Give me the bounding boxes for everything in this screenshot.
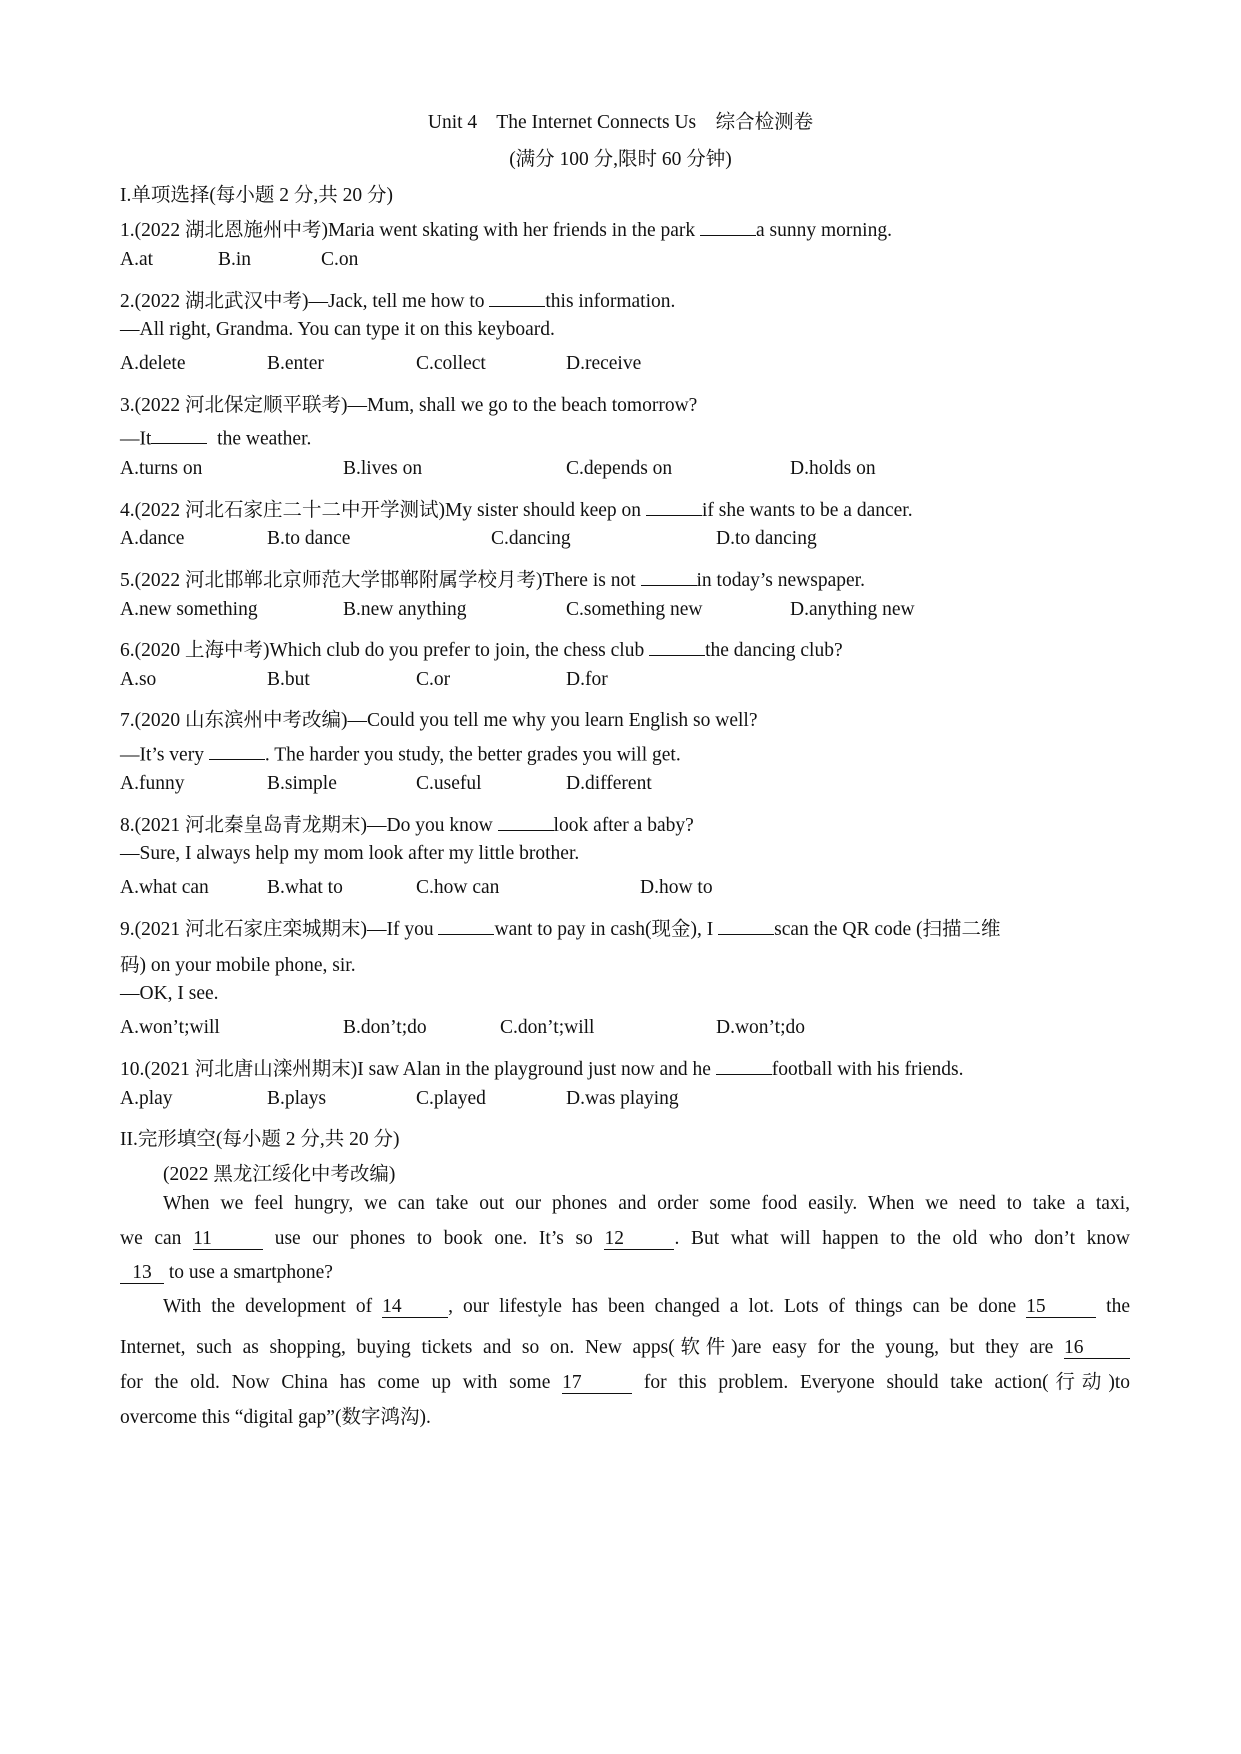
passage-source: (2022 黑龙江绥化中考改编) (163, 1164, 396, 1185)
option-b: B.enter (267, 353, 324, 374)
cloze-blank-16: 16 (1064, 1338, 1130, 1359)
question-5-stem: 5.(2022 河北邯郸北京师范大学邯郸附属学校月考)There is not in today’s newspaper. (120, 564, 865, 592)
question-7-reply: —It’s very . The harder you study, the better grades you will get. (120, 739, 681, 766)
question-3-reply: —It the weather. (120, 423, 311, 450)
question-4-stem: 4.(2022 河北石家庄二十二中开学测试)My sister should keep on if she wants to be a dancer. (120, 494, 913, 522)
option-a: A.play (120, 1088, 173, 1109)
passage-line: When we feel hungry, we can take out our phones and order some food easily. When we need to take a taxi, (163, 1193, 1130, 1214)
question-2-reply: —All right, Grandma. You can type it on this keyboard. (120, 319, 555, 340)
option-d: D.how to (640, 877, 713, 898)
passage-line: we can 11 use our phones to book one. It’s so 12 . But what will happen to the old who don’t know (120, 1228, 1130, 1249)
passage-line: Internet, such as shopping, buying tickets and so on. New apps(软件)are easy for the young, but they are 16 (120, 1331, 1130, 1359)
question-1-stem: 1.(2022 湖北恩施州中考)Maria went skating with her friends in the park a sunny morning. (120, 214, 892, 242)
option-a: A.new something (120, 599, 258, 620)
option-d: D.anything new (790, 599, 915, 620)
question-8-stem: 8.(2021 河北秦皇岛青龙期末)—Do you know look after a baby? (120, 809, 694, 837)
answer-blank (151, 423, 207, 444)
question-9-reply: —OK, I see. (120, 983, 219, 1004)
cloze-blank-14: 14 (382, 1297, 448, 1318)
option-c: C.don’t;will (500, 1017, 595, 1038)
option-d: D.to dancing (716, 528, 817, 549)
answer-blank (209, 739, 265, 760)
answer-blank (498, 810, 554, 831)
option-a: A.delete (120, 353, 186, 374)
option-d: D.was playing (566, 1088, 679, 1109)
option-c: C.played (416, 1088, 486, 1109)
option-c: C.depends on (566, 458, 673, 479)
option-a: A.what can (120, 877, 209, 898)
cloze-blank-11: 11 (193, 1229, 263, 1250)
cloze-blank-12: 12 (604, 1229, 674, 1250)
option-b: B.don’t;do (343, 1017, 427, 1038)
cloze-blank-15: 15 (1026, 1297, 1096, 1318)
option-b: B.what to (267, 877, 343, 898)
answer-blank (718, 914, 774, 935)
section-2-heading: II.完形填空(每小题 2 分,共 20 分) (120, 1129, 400, 1150)
answer-blank (641, 565, 697, 586)
option-a: A.at (120, 249, 154, 270)
option-a: A.turns on (120, 458, 203, 479)
passage-line: 13 to use a smartphone? (120, 1262, 1130, 1284)
passage-line: overcome this “digital gap”(数字鸿沟). (120, 1407, 431, 1428)
option-a: A.funny (120, 773, 185, 794)
option-a: A.so (120, 669, 157, 690)
option-d: D.receive (566, 353, 642, 374)
option-c: C.how can (416, 877, 500, 898)
option-c: C.or (416, 669, 451, 690)
option-c: C.something new (566, 599, 703, 620)
question-2-stem: 2.(2022 湖北武汉中考)—Jack, tell me how to this information. (120, 285, 675, 313)
option-b: B.but (267, 669, 310, 690)
section-1-heading: I.单项选择(每小题 2 分,共 20 分) (120, 185, 393, 206)
option-b: B.in (218, 249, 252, 270)
option-c: C.collect (416, 353, 486, 374)
passage-line: With the development of 14 , our lifestyle has been changed a lot. Lots of things can be done 15 the (163, 1296, 1130, 1317)
option-c: C.useful (416, 773, 482, 794)
cloze-blank-13: 13 (120, 1263, 164, 1284)
page-title: Unit 4 The Internet Connects Us 综合检测卷 (427, 112, 814, 133)
answer-blank (489, 286, 545, 307)
cloze-blank-17: 17 (562, 1373, 632, 1394)
question-3-stem: 3.(2022 河北保定顺平联考)—Mum, shall we go to the beach tomorrow? (120, 395, 698, 416)
passage-line: for the old. Now China has come up with some 17 for this problem. Everyone should take action(行动)to (120, 1372, 1130, 1393)
question-9-stem: 9.(2021 河北石家庄栾城期末)—If you want to pay in cash(现金), I scan the QR code (扫描二维 (120, 913, 1001, 941)
option-b: B.to dance (267, 528, 351, 549)
option-a: A.won’t;will (120, 1017, 220, 1038)
option-b: B.plays (267, 1088, 327, 1109)
option-d: D.won’t;do (716, 1017, 806, 1038)
page-subtitle: (满分 100 分,限时 60 分钟) (509, 149, 732, 170)
answer-blank (716, 1054, 772, 1075)
question-6-stem: 6.(2020 上海中考)Which club do you prefer to join, the chess club the dancing club? (120, 634, 843, 662)
question-9-stem-continued: 码) on your mobile phone, sir. (120, 955, 356, 976)
answer-blank (646, 495, 702, 516)
option-b: B.simple (267, 773, 337, 794)
option-c: C.on (321, 249, 359, 270)
answer-blank (649, 635, 705, 656)
answer-blank (438, 914, 494, 935)
option-b: B.lives on (343, 458, 423, 479)
question-10-stem: 10.(2021 河北唐山滦州期末)I saw Alan in the playground just now and he football with his friends. (120, 1053, 964, 1081)
option-d: D.for (566, 669, 608, 690)
question-7-stem: 7.(2020 山东滨州中考改编)—Could you tell me why you learn English so well? (120, 710, 758, 731)
option-c: C.dancing (491, 528, 571, 549)
option-a: A.dance (120, 528, 185, 549)
option-d: D.different (566, 773, 652, 794)
answer-blank (700, 215, 756, 236)
option-d: D.holds on (790, 458, 876, 479)
option-b: B.new anything (343, 599, 467, 620)
question-8-reply: —Sure, I always help my mom look after my little brother. (120, 843, 580, 864)
